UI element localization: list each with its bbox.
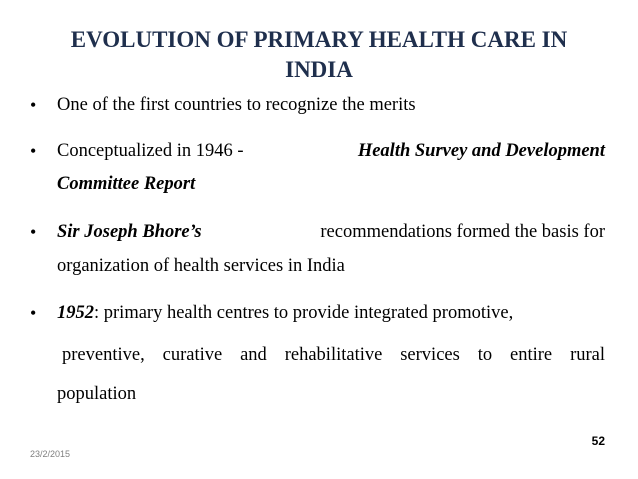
bullet-4-line-2-word: curative <box>162 345 223 365</box>
bullet-marker-2: • <box>30 141 37 161</box>
bullet-marker-3: • <box>30 222 37 242</box>
bullet-4-line-2-word: rural <box>570 345 605 365</box>
bullet-2-line-2: Committee Report <box>57 174 196 194</box>
bullet-4-year: 1952 <box>57 303 94 323</box>
bullet-4-line-1 <box>57 301 513 325</box>
bullet-2-intro: Conceptualized in 1946 - <box>57 141 244 161</box>
bullet-3-line-1 <box>57 220 605 244</box>
bullet-3-line-2: organization of health services in India <box>57 256 345 276</box>
footer-date: 23/2/2015 <box>30 449 71 459</box>
bullet-4-rest: : primary health centres to provide integrated promotive, <box>94 303 514 323</box>
bullet-2-line-1 <box>57 139 605 163</box>
bullet-1-text: One of the first countries to recognize the merits <box>57 95 416 115</box>
bullet-4-line-2-word: to <box>477 345 493 365</box>
slide-title-line-2: INDIA <box>285 57 353 82</box>
slide-title-line-1: EVOLUTION OF PRIMARY HEALTH CARE IN <box>70 27 568 52</box>
bullet-3-name: Sir Joseph Bhore’s <box>57 222 202 242</box>
bullet-2-report-title: Health Survey and Development <box>357 141 605 161</box>
slide-title <box>20 25 618 85</box>
bullet-marker-1: • <box>30 95 37 115</box>
bullet-marker-4: • <box>30 303 37 323</box>
bullet-4-line-2-word: entire <box>510 345 553 365</box>
bullet-4-line-2-word: and <box>240 345 267 365</box>
bullet-4-line-2 <box>62 343 605 367</box>
bullet-4-line-2-word: preventive, <box>62 345 145 365</box>
bullet-3-rest: recommendations formed the basis for <box>320 222 605 242</box>
bullet-4-line-3: population <box>57 384 137 404</box>
bullet-4-line-2-word: services <box>400 345 460 365</box>
bullet-4-line-2-word: rehabilitative <box>284 345 383 365</box>
page-number: 52 <box>591 434 605 448</box>
